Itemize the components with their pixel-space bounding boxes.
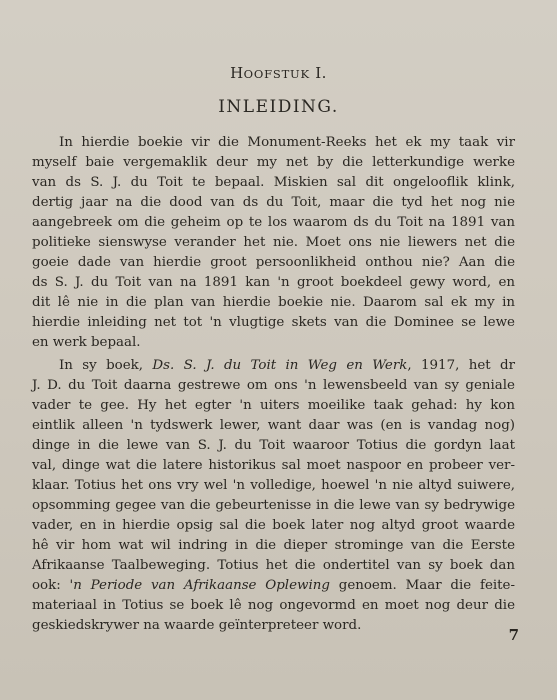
paragraph-1-line: ds S. J. du Toit van na 1891 kan 'n groot boekdeel gewy word, en xyxy=(32,275,515,290)
paragraph-1-line: aangebreek om die geheim op te los waarom ds du Toit na 1891 van xyxy=(32,215,515,230)
paragraph-2-line: hê vir hom wat wil indring in die dieper strominge van die Eerste xyxy=(32,538,515,553)
chapter-heading xyxy=(0,64,557,82)
text-run: genoem. Maar die feite- xyxy=(329,578,515,593)
section-title: INLEIDING. xyxy=(218,97,339,117)
paragraph-1-line: hierdie inleiding net tot 'n vlugtige skets van die Dominee se lewe xyxy=(32,315,515,330)
paragraph-2-line: eintlik alleen 'n tydswerk lewer, want daar was (en is vandag nog) xyxy=(32,418,515,433)
paragraph-1-line: van ds S. J. du Toit te bepaal. Miskien sal dit ongelooflik klink, xyxy=(32,175,515,190)
book-title-italic: Ds. S. J. du Toit in Weg en Werk xyxy=(152,358,408,373)
paragraph-1-line: en werk bepaal. xyxy=(32,335,141,350)
paragraph-1-line: myself baie vergemaklik deur my net by die letterkundige werke xyxy=(32,155,515,170)
paragraph-1-line: In hierdie boekie vir die Monument-Reeks het ek my taak vir xyxy=(59,135,515,150)
paragraph-2-line: opsomming gegee van die gebeurtenisse in die lewe van sy bedrywige xyxy=(32,498,515,513)
paragraph-2-line: vader, en in hierdie opsig sal die boek later nog altyd groot waarde xyxy=(32,518,515,533)
page-number: 7 xyxy=(508,626,519,644)
paragraph-2-line: dinge in die lewe van S. J. du Toit waaroor Totius die gordyn laat xyxy=(32,438,515,453)
paragraph-1-line: politieke sienswyse verander het nie. Moet ons nie liewers net die xyxy=(32,235,515,250)
paragraph-2-line: val, dinge wat die latere historikus sal moet naspoor en probeer ver- xyxy=(32,458,515,473)
paragraph-2-line: materiaal in Totius se boek lê nog ongevormd en moet nog deur die xyxy=(32,598,515,613)
subtitle-italic: 'n Periode van Afrikaanse Oplewing xyxy=(69,578,330,593)
paragraph-1-line: dit lê nie in die plan van hierdie boekie nie. Daarom sal ek my in xyxy=(32,295,515,310)
paragraph-1-line: goeie dade van hierdie groot persoonlikheid onthou nie? Aan die xyxy=(32,255,515,270)
paragraph-2-line xyxy=(32,576,515,596)
paragraph-2-line: geskiedskrywer na waarde geïnterpreteer word. xyxy=(32,618,362,633)
text-run: ook: xyxy=(32,578,61,593)
chapter-initial: H xyxy=(230,64,244,82)
paragraph-2-line: Afrikaanse Taalbeweging. Totius het die ondertitel van sy boek dan xyxy=(32,558,515,573)
chapter-number: I. xyxy=(315,64,327,82)
chapter-word-rest: OOFSTUK xyxy=(243,67,310,81)
text-run: In sy boek, xyxy=(59,358,144,373)
paragraph-2-line: klaar. Totius het ons vry wel 'n volledige, hoewel 'n nie altyd suiwere, xyxy=(32,478,515,493)
paragraph-2-line: vader te gee. Hy het egter 'n uiters moeilike taak gehad: hy kon xyxy=(32,398,515,413)
paragraph-2-line xyxy=(59,356,515,376)
paragraph-1-line: dertig jaar na die dood van ds du Toit, maar die tyd het nog nie xyxy=(32,195,515,210)
paragraph-2-line: J. D. du Toit daarna gestrewe om ons 'n lewensbeeld van sy geniale xyxy=(32,378,515,393)
text-run: , 1917, het dr xyxy=(407,358,516,373)
